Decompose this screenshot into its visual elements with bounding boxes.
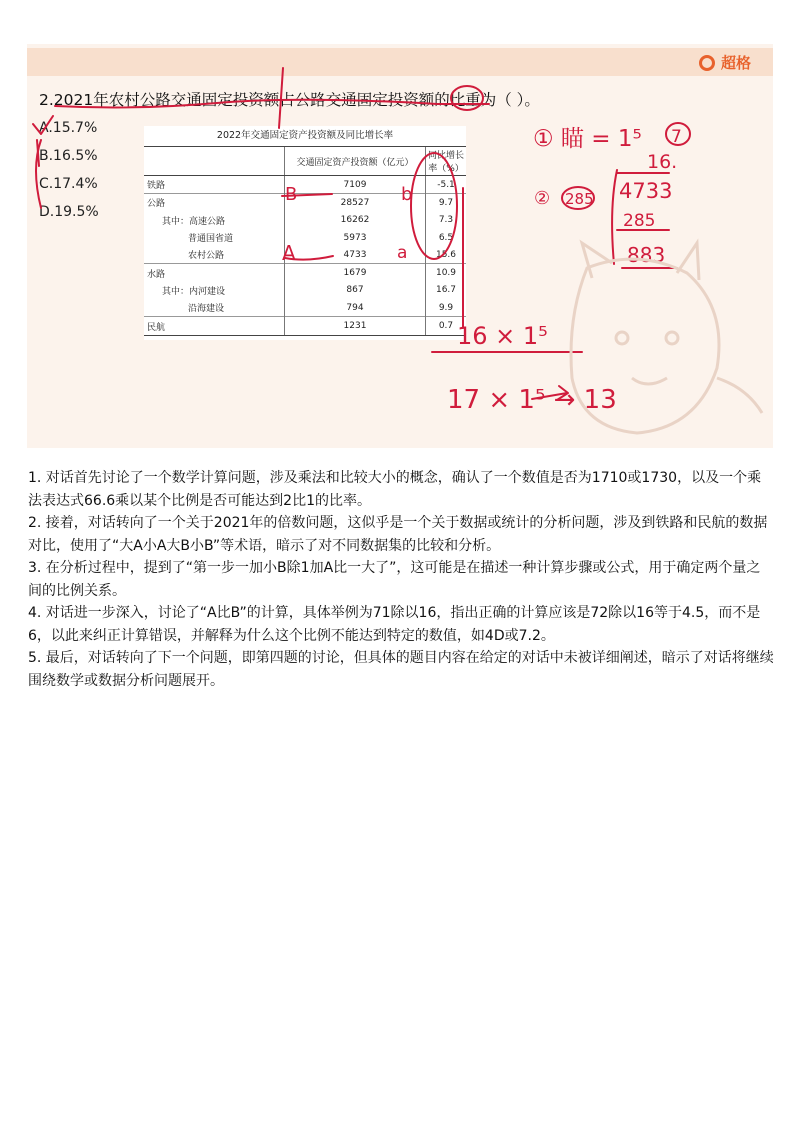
row-name: 沿海建设 bbox=[188, 304, 225, 315]
slide-top-bar bbox=[27, 18, 773, 44]
row-investment: 5973 bbox=[285, 229, 426, 246]
table-header-growth: 同比增长率（%） bbox=[426, 147, 467, 176]
lecture-slide bbox=[27, 18, 773, 448]
row-name: 其中：内河建设 bbox=[162, 286, 226, 297]
table-row bbox=[144, 194, 466, 212]
brand-logo-icon bbox=[699, 55, 715, 71]
row-name: 水路 bbox=[144, 264, 285, 282]
subtrahend-text: 285 bbox=[623, 211, 656, 231]
row-growth: -5.1 bbox=[426, 176, 467, 194]
row-name: 铁路 bbox=[144, 176, 285, 194]
table-row bbox=[144, 229, 466, 246]
row-growth: 0.7 bbox=[426, 317, 467, 335]
table-row bbox=[144, 299, 466, 317]
summary-item: 5. 最后，对话转向了下一个问题，即第四题的讨论，但具体的题目内容在给定的对话中未被详细阐述，暗示了对话将继续围绕数学或数据分析问题展开。 bbox=[28, 650, 774, 689]
table-header-row bbox=[144, 147, 466, 176]
row-name: 其中：高速公路 bbox=[162, 216, 226, 227]
investment-table-card bbox=[144, 126, 466, 340]
step2-285-circle bbox=[562, 187, 594, 209]
row-name: 普通国省道 bbox=[188, 234, 234, 245]
row-investment: 1231 bbox=[285, 317, 426, 335]
investment-table bbox=[144, 146, 466, 336]
brand bbox=[699, 52, 751, 73]
question-text: 2.2021年农村公路交通固定投资额占公路交通固定投资额的比重为（ ）。 bbox=[39, 91, 540, 109]
summary-item: 1. 对话首先讨论了一个数学计算问题，涉及乘法和比较大小的概念，确认了一个数值是否为1710或1730，以及一个乘法表达式66.6乘以某个比例是否可能达到2比1的比率。 bbox=[28, 470, 762, 509]
option-a: A.15.7% bbox=[39, 120, 98, 136]
mult2-text: 17 × 1⁵ → 13 bbox=[447, 385, 617, 415]
circled-seven-text: 7 bbox=[671, 127, 682, 147]
row-name: 农村公路 bbox=[188, 251, 225, 262]
summary-item: 3. 在分析过程中，提到了“第一步一加小B除1加A比一大了”，这可能是在描述一种计算步骤或公式，用于确定两个量之间的比例关系。 bbox=[28, 560, 761, 599]
table-header-investment: 交通固定资产投资额（亿元） bbox=[285, 147, 426, 176]
long-division-bracket bbox=[612, 170, 617, 264]
row-investment: 1679 bbox=[285, 264, 426, 282]
table-row bbox=[144, 282, 466, 299]
remainder-text: 883 bbox=[627, 243, 666, 267]
table-header-name bbox=[144, 147, 285, 176]
circled-285-text: 285 bbox=[565, 190, 594, 208]
table-row bbox=[144, 176, 466, 194]
row-growth: 7.3 bbox=[426, 212, 467, 229]
row-investment: 4733 bbox=[285, 246, 426, 264]
option-c: C.17.4% bbox=[39, 176, 98, 192]
row-growth: 15.6 bbox=[426, 246, 467, 264]
summary-item: 2. 接着，对话转向了一个关于2021年的倍数问题，这似乎是一个关于数据或统计的分析问题，涉及到铁路和民航的数据对比，使用了“大A小A大B小B”等术语，暗示了对不同数据集的比较和分析。 bbox=[28, 515, 768, 554]
label-a-upper: A bbox=[282, 241, 296, 265]
option-d: D.19.5% bbox=[39, 204, 99, 220]
step2-label-text: ② bbox=[534, 188, 551, 209]
row-name: 公路 bbox=[144, 194, 285, 212]
option-b: B.16.5% bbox=[39, 148, 98, 164]
row-investment: 7109 bbox=[285, 176, 426, 194]
row-investment: 28527 bbox=[285, 194, 426, 212]
row-growth: 6.5 bbox=[426, 229, 467, 246]
row-investment: 867 bbox=[285, 282, 426, 299]
summary-item: 4. 对话进一步深入，讨论了“A比B”的计算，具体举例为71除以16，指出正确的计算应该是72除以16等于4.5，而不是6，以此来纠正计算错误，并解释为什么这个比例不能达到特定的数值，如4D或7.2。 bbox=[28, 605, 761, 644]
label-b-lower: b bbox=[401, 184, 413, 205]
answer-options bbox=[39, 114, 99, 226]
row-name: 民航 bbox=[144, 317, 285, 335]
row-growth: 16.7 bbox=[426, 282, 467, 299]
conversation-summary bbox=[28, 467, 774, 692]
row-investment: 16262 bbox=[285, 212, 426, 229]
table-title: 2022年交通固定资产投资额及同比增长率 bbox=[216, 130, 394, 141]
row-investment: 794 bbox=[285, 299, 426, 317]
label-b-upper: B bbox=[285, 184, 298, 205]
table-row bbox=[144, 246, 466, 264]
dividend-text: 4733 bbox=[619, 179, 673, 203]
table-row bbox=[144, 317, 466, 335]
mascot-watermark bbox=[571, 243, 762, 433]
step1-text: ① 瞄 = 1⁵ bbox=[533, 126, 642, 152]
mult1-text: 16 × 1⁵ bbox=[457, 322, 548, 350]
arrow-head bbox=[557, 386, 568, 400]
row-growth: 9.9 bbox=[426, 299, 467, 317]
quotient-text: 16. bbox=[647, 151, 678, 173]
arrow-shaft bbox=[532, 393, 567, 399]
slide-header-band bbox=[27, 48, 773, 76]
table-row bbox=[144, 212, 466, 229]
label-a-lower: a bbox=[397, 243, 408, 263]
row-growth: 9.7 bbox=[426, 194, 467, 212]
seven-circle bbox=[666, 123, 690, 145]
table-row bbox=[144, 264, 466, 282]
brand-name: 超格 bbox=[720, 54, 751, 72]
row-growth: 10.9 bbox=[426, 264, 467, 282]
